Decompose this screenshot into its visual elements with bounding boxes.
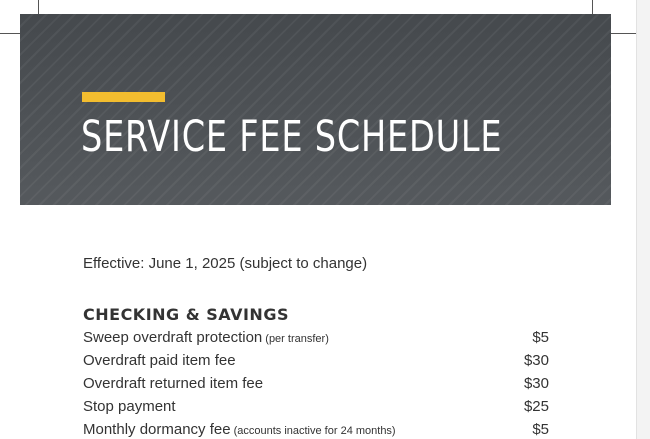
effective-date-line [83,255,367,272]
fee-label: Stop payment [83,398,176,415]
effective-note: (subject to change) [239,255,368,272]
fee-row [83,352,549,375]
fee-row [83,329,549,352]
fee-note: (accounts inactive for 24 months) [233,425,396,437]
page-title: SERVICE FEE SCHEDULE [81,112,503,162]
fee-name [83,375,266,392]
fee-amount: $30 [523,375,549,392]
header-banner [20,14,611,205]
effective-date: Effective: June 1, 2025 [83,255,236,272]
section-heading-checking-savings: CHECKING & SAVINGS [83,305,289,324]
fee-name [83,421,396,438]
fee-label: Overdraft returned item fee [83,375,264,392]
fee-name [83,329,329,346]
fee-row [83,375,549,398]
fee-amount: $5 [532,329,549,346]
fee-name [83,398,179,415]
accent-bar [82,92,165,102]
fee-row [83,421,549,439]
fee-label: Monthly dormancy fee [83,421,231,438]
viewer-scroll-gutter[interactable] [636,0,650,439]
fee-row [83,398,549,421]
fee-amount: $5 [532,421,549,438]
fee-list [83,329,549,439]
fee-label: Sweep overdraft protection [83,329,263,346]
fee-amount: $25 [523,398,549,415]
fee-label: Overdraft paid item fee [83,352,236,369]
fee-amount: $30 [523,352,549,369]
fee-name [83,352,239,369]
fee-note: (per transfer) [265,333,329,345]
